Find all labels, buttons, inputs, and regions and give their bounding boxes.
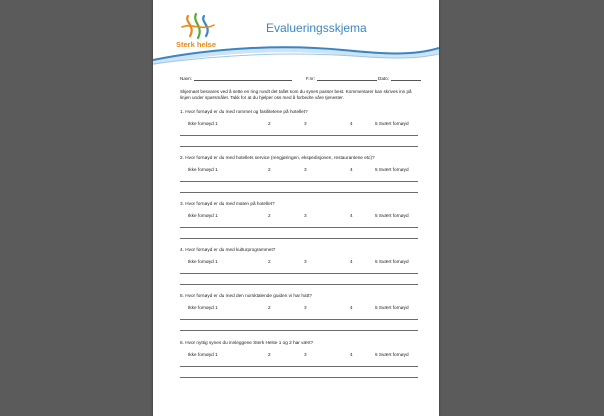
scale-option-4[interactable]: 4 <box>350 213 353 218</box>
comment-line[interactable] <box>180 330 418 331</box>
fnr-field[interactable] <box>306 76 377 81</box>
question-block <box>180 201 422 245</box>
scale-option-4[interactable]: 4 <box>350 121 353 126</box>
scale-option-5[interactable]: 5 Svært fornøyd <box>375 213 409 218</box>
question-text: 1. Hvor fornøyd er du med rommet og fasilitetene på hotellet? <box>180 109 308 114</box>
comment-line[interactable] <box>180 181 418 182</box>
scale-option-2[interactable]: 2 <box>268 167 271 172</box>
scale-option-2[interactable]: 2 <box>268 305 271 310</box>
scale-option-1[interactable]: Ikke fornøyd 1 <box>188 259 218 264</box>
rating-scale[interactable] <box>180 352 422 360</box>
rating-scale[interactable] <box>180 167 422 175</box>
comment-line[interactable] <box>180 319 418 320</box>
scale-option-4[interactable]: 4 <box>350 259 353 264</box>
scale-option-3[interactable]: 3 <box>304 352 307 357</box>
scale-option-4[interactable]: 4 <box>350 305 353 310</box>
rating-scale[interactable] <box>180 121 422 129</box>
scale-option-2[interactable]: 2 <box>268 213 271 218</box>
name-field-label: Navn: <box>180 76 193 81</box>
rating-scale[interactable] <box>180 305 422 313</box>
question-block <box>180 247 422 291</box>
comment-line[interactable] <box>180 366 418 367</box>
scale-option-3[interactable]: 3 <box>304 213 307 218</box>
header-fields <box>180 76 423 86</box>
comment-line[interactable] <box>180 146 418 147</box>
scale-option-3[interactable]: 3 <box>304 167 307 172</box>
name-field[interactable] <box>180 76 292 81</box>
comment-line[interactable] <box>180 227 418 228</box>
scale-option-2[interactable]: 2 <box>268 352 271 357</box>
scale-option-2[interactable]: 2 <box>268 121 271 126</box>
question-text: 5. Hvor fornøyd er du med den norsktalende guiden vi har hatt? <box>180 293 312 298</box>
scale-option-1[interactable]: Ikke fornøyd 1 <box>188 352 218 357</box>
date-field[interactable] <box>378 76 421 81</box>
instructions-text: Skjemaet besvares ved å sette en ring rundt det tallet som du synes passer best. Kommentarer kan skrives inn på linjen under spørsmålet. Takk for at du hjelper oss med å forbedre våre tjenester. <box>180 89 412 101</box>
question-block <box>180 293 422 337</box>
rating-scale[interactable] <box>180 259 422 267</box>
rating-scale[interactable] <box>180 213 422 221</box>
scale-option-5[interactable]: 5 Svært fornøyd <box>375 352 409 357</box>
comment-line[interactable] <box>180 273 418 274</box>
comment-line[interactable] <box>180 284 418 285</box>
question-block <box>180 340 422 384</box>
scale-option-3[interactable]: 3 <box>304 305 307 310</box>
comment-line[interactable] <box>180 135 418 136</box>
scale-option-3[interactable]: 3 <box>304 121 307 126</box>
question-block <box>180 155 422 199</box>
scale-option-5[interactable]: 5 Svært fornøyd <box>375 121 409 126</box>
scale-option-5[interactable]: 5 Svært fornøyd <box>375 167 409 172</box>
scale-option-5[interactable]: 5 Svært fornøyd <box>375 305 409 310</box>
comment-line[interactable] <box>180 238 418 239</box>
logo-text: Sterk helse <box>176 40 217 49</box>
date-field-label: Dato: <box>378 76 389 81</box>
scale-option-2[interactable]: 2 <box>268 259 271 264</box>
question-block <box>180 109 422 153</box>
question-text: 3. Hvor fornøyd er du med maten på hotellet? <box>180 201 275 206</box>
comment-line[interactable] <box>180 192 418 193</box>
question-text: 2. Hvor fornøyd er du med hotellets service (rengjøringen, ekspedisjonen, restaurantene etc)? <box>180 155 375 160</box>
scale-option-3[interactable]: 3 <box>304 259 307 264</box>
scale-option-1[interactable]: Ikke fornøyd 1 <box>188 121 218 126</box>
scale-option-5[interactable]: 5 Svært fornøyd <box>375 259 409 264</box>
header-wave-decoration <box>153 42 439 70</box>
document-page <box>153 0 439 416</box>
question-text: 6. Hvor nyttig synes du innleggene Sterk Helse 1 og 2 har vært? <box>180 340 314 345</box>
page-title: Evalueringsskjema <box>266 21 367 35</box>
scale-option-1[interactable]: Ikke fornøyd 1 <box>188 305 218 310</box>
scale-option-4[interactable]: 4 <box>350 352 353 357</box>
scale-option-4[interactable]: 4 <box>350 167 353 172</box>
scale-option-1[interactable]: Ikke fornøyd 1 <box>188 213 218 218</box>
fnr-field-label: F.nr: <box>306 76 315 81</box>
question-text: 4. Hvor fornøyd er du med kulturprogrammet? <box>180 247 276 252</box>
scale-option-1[interactable]: Ikke fornøyd 1 <box>188 167 218 172</box>
comment-line[interactable] <box>180 377 418 378</box>
